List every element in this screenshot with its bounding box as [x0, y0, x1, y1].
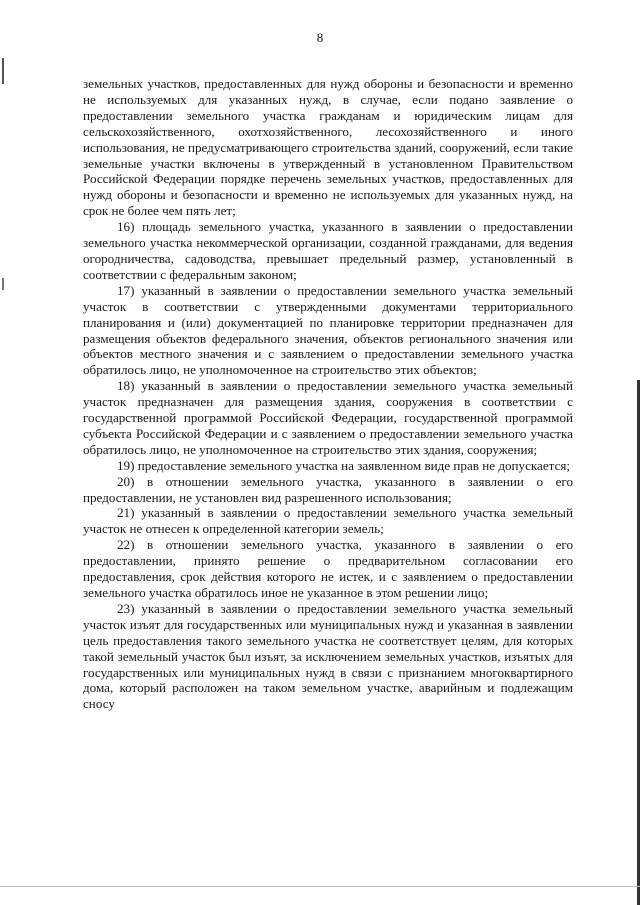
- paragraph-item-21: 21) указанный в заявлении о предоставлении земельного участка земельный участок не отнесен к определенной категории земель;: [83, 505, 573, 537]
- paragraph-item-22: 22) в отношении земельного участка, указанного в заявлении о его предоставлении, принято решение о предварительном согласовании его предоставления, срок действия которого не истек, и с заявлением о предоставлении земельного участка обратилось иное не указанное в этом решении лицо;: [83, 537, 573, 600]
- paragraph-item-20: 20) в отношении земельного участка, указанного в заявлении о его предоставлении, не установлен вид разрешенного использования;: [83, 473, 573, 505]
- page-number: 8: [316, 30, 324, 45]
- scan-edge-mark: [2, 58, 4, 84]
- paragraph-continuation: земельных участков, предоставленных для нужд обороны и безопасности и временно не используемых для указанных нужд, в случае, если подано заявление о предоставлении земельного участка гражданам и юридическим лицам для сельскохозяйственного, охотхозяйственного, лесохозяйственного и иного использования, не предусматривающего строительства зданий, сооружений, если такие земельные участки включены в утвержденный в установленном Правительством Российской Федерации порядке перечень земельных участков, предоставленных для нужд обороны и безопасности и временно не используемых для указанных нужд, на срок не более чем пять лет;: [83, 76, 573, 219]
- paragraph-item-16: 16) площадь земельного участка, указанного в заявлении о предоставлении земельного участка некоммерческой организации, созданной гражданами, для ведения огородничества, садоводства, превышает предельный размер, установленный в соответствии с федеральным законом;: [83, 219, 573, 282]
- paragraph-item-19: 19) предоставление земельного участка на заявленном виде прав не допускается;: [117, 457, 571, 473]
- document-body: [83, 76, 573, 712]
- paragraph-item-23: 23) указанный в заявлении о предоставлении земельного участка земельный участок изъят для государственных или муниципальных нужд и указанная в заявлении цель предоставления такого земельного участка не соответствует целям, для которых такой земельный участок был изъят, за исключением земельных участков, изъятых для государственных или муниципальных нужд в связи с признанием многоквартирного дома, который расположен на таком земельном участке, аварийным и подлежащим сносу: [83, 600, 573, 712]
- scan-edge-mark: [2, 278, 4, 290]
- scan-bottom-line: [0, 886, 640, 887]
- paragraph-item-18: 18) указанный в заявлении о предоставлении земельного участка земельный участок предназначен для размещения здания, сооружения в соответствии с государственной программой Российской Федерации, государственной программой субъекта Российской Федерации и с заявлением о предоставлении земельного участка обратилось лицо, не уполномоченное на строительство этих здания, сооружения;: [83, 378, 573, 457]
- paragraph-item-17: 17) указанный в заявлении о предоставлении земельного участка земельный участок в соответствии с утвержденными документами территориального планирования и (или) документацией по планировке территории предназначен для размещения объектов федерального значения, объектов регионального значения или объектов местного значения и с заявлением о предоставлении земельного участка обратилось лицо, не уполномоченное на строительство этих объектов;: [83, 282, 573, 378]
